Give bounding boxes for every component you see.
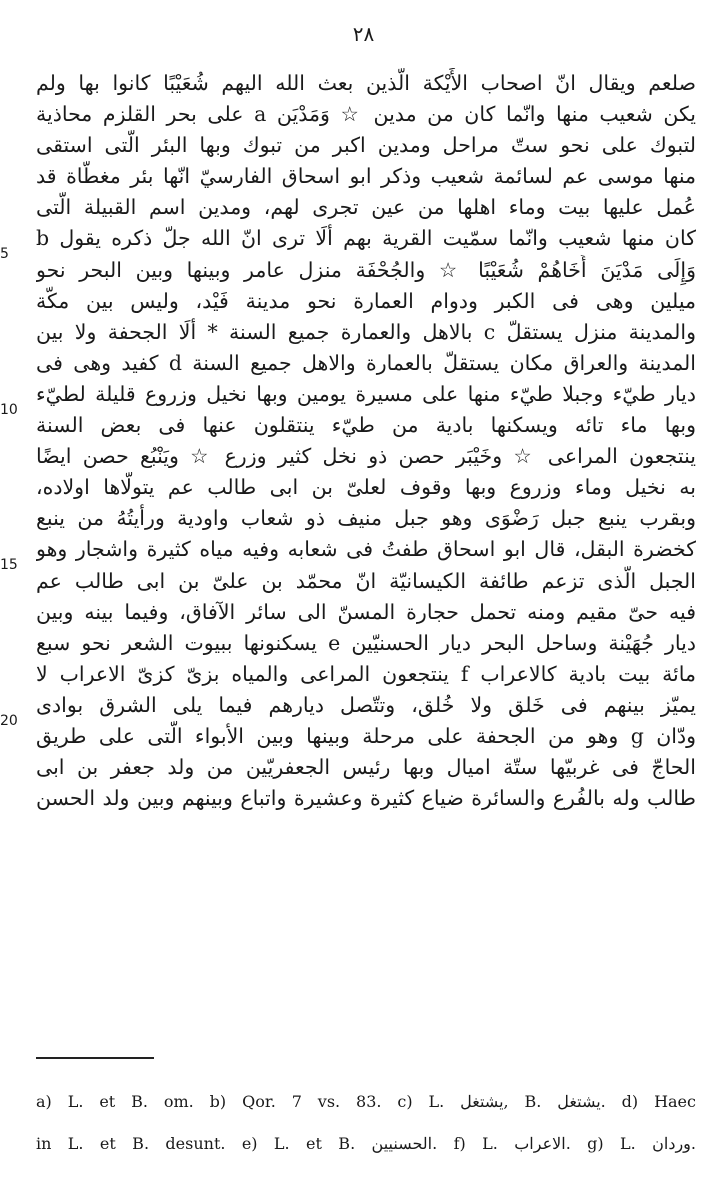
- text-line: وَإِلَى مَدْيَنَ أَخَاهُمْ شُعَيْبًا ☆ والجُحْفَة منزل عامر وبينها وبين البحر نحو: [36, 257, 696, 282]
- text-line: الجبل الّذى تزعم طائفة الكيسانيّة انّ محمّد بن علىّ بن ابى طالب عم: [36, 568, 696, 593]
- text-line: المدينة والعراق مكان يستقلّ بالعمارة والاهل جميع السنة d كفيد وهى فى: [36, 350, 696, 375]
- text-line: ديار طيّء وجبلا طيّء منها على مسيرة يومين وبها نخيل وزروع قليلة لطيّء: [36, 381, 696, 406]
- text-line: طالب وله بالفُرع والسائرة ضياع كثيرة وعشيرة واتباع وبينهم وبين ولد الحسن: [36, 786, 696, 811]
- text-line: ميلين وهى فى الكبر ودوام العمارة نحو مدينة فَيْد، وليس بين مكّة: [36, 288, 696, 313]
- text-line: كخضرة البقل، قال ابو اسحاق طفتُ فى شعابه وفيه مياه كثيرة واشجار وهو: [36, 537, 696, 562]
- text-line: لتبوك على نحو ستّ مراحل ومدين اكبر من تبوك وبها البئر الّتى استقى: [36, 133, 696, 158]
- text-line: وبها ماء تائه ويسكنها بادية من طيّء ينتقلون عنها فى بعض السنة: [36, 413, 696, 438]
- text-line: ودّان g وهو من الجحفة على مرحلة وبينها وبين الأبواء الّتى على طريق: [36, 723, 696, 748]
- line-number: 10: [0, 402, 18, 418]
- text-line: يميّز بينهم فى خَلق ولا خُلق، وتتّصل ديارهم فيما يلى الشرق بوادى: [36, 692, 696, 717]
- line-number: 15: [0, 557, 18, 573]
- text-line: الحاجّ فى غربيّها ستّة اميال وبها رئيس الجعفريّين من ولد جعفر بن ابى: [36, 755, 696, 780]
- text-line: والمدينة منزل يستقلّ c بالاهل والعمارة جميع السنة * ألَا الجحفة ولا بين: [36, 319, 696, 344]
- line-number: 20: [0, 713, 18, 729]
- footnotes: [36, 1081, 696, 1165]
- text-line: ينتجعون المراعى ☆ وخَيْبَر حصن ذو نخل كثير وزرع ☆ ويَنْبُع حصن ايضًا: [36, 444, 696, 469]
- main-text: [36, 68, 696, 814]
- text-line: يكن شعيب منها وانّما كان من مدين ☆ وَمَدْيَن a على بحر القلزم محاذية: [36, 102, 696, 127]
- text-line: منها موسى عم لسائمة شعيب وذكر ابو اسحاق الفارسيّ انّها بئر مغطّاة قد: [36, 164, 696, 189]
- text-line: ديار جُهَيْنة وساحل البحر ديار الحسنيّين e يسكنونها ببيوت الشعر نحو سبع: [36, 630, 696, 655]
- footnote-line: in L. et B. desunt. e) L. et B. الحسنيين. f) L. الاعراب. g) L. وردان.: [36, 1134, 696, 1153]
- text-line: كان منها شعيب وانّما سمّيت القرية بهم ألَا ترى انّ الله جلّ ذكره يقول b: [36, 226, 696, 251]
- text-line: عُمل عليها بيت وماء اهلها من عين تجرى لهم، ومدين اسم القبيلة الّتى: [36, 195, 696, 220]
- text-line: صلعم ويقال انّ اصحاب الأَيْكة الّذين بعث الله اليهم شُعَيْبًا كانوا بها ولم: [36, 71, 696, 95]
- page-number: ٢٨: [352, 22, 375, 46]
- text-line: به نخيل وماء وزروع وبها وقوف لعلىّ بن ابى طالب عم يتولّاها اولاده،: [36, 475, 696, 500]
- line-number: 5: [0, 246, 9, 262]
- footnote-divider: [36, 1057, 154, 1059]
- text-line: فيه حىّ مقيم ومنه تحمل حجارة المسنّ الى سائر الآفاق، وفيما بينه وبين: [36, 599, 696, 624]
- footnote-line: a) L. et B. om. b) Qor. 7 vs. 83. c) L. يشتغل, B. يشتغل. d) Haec: [36, 1092, 696, 1111]
- text-line: وبقرب ينبع جبل رَضْوَى وهو جبل منيف ذو شعاب واودية ورأيتُهُ من ينبع: [36, 506, 696, 531]
- text-line: مائة بيت بادية كالاعراب f ينتجعون المراعى والمياه بزىّ كزىّ الاعراب لا: [36, 661, 696, 686]
